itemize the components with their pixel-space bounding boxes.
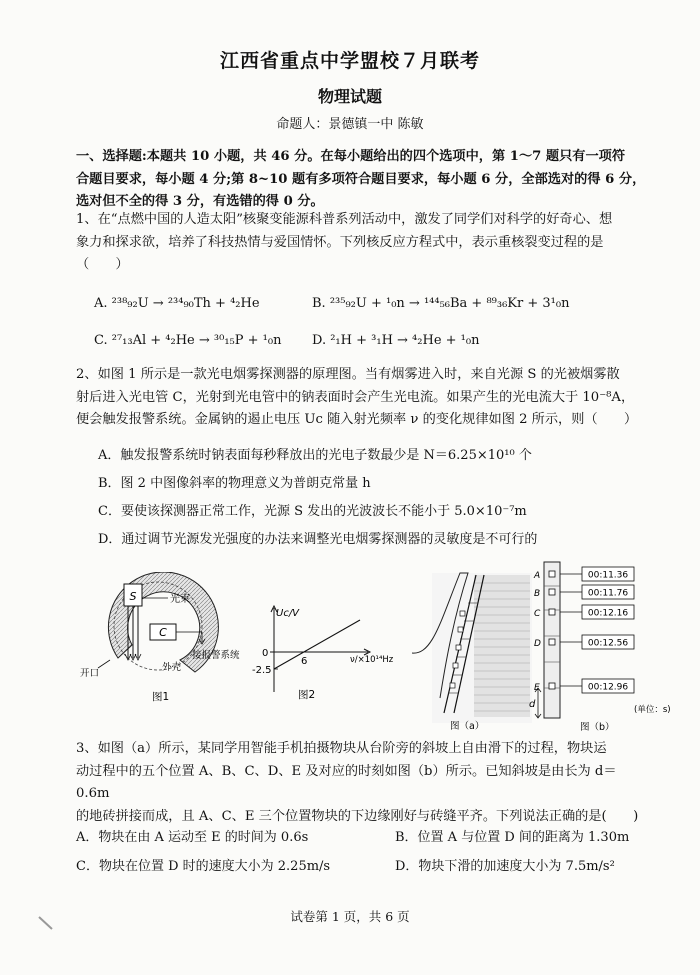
figure-a-stair-slope-photo (412, 563, 532, 738)
question-2-line: 2、如图 1 所示是一款光电烟雾探测器的原理图。当有烟雾进入时，来自光源 S 的光被烟雾散 (76, 367, 620, 382)
question-1-option-a[interactable]: A. ²³⁸₉₂U → ²³⁴₉₀Th + ⁴₂He (94, 296, 260, 311)
question-2-line: 射后进入光电管 C，光射到光电管中的钠表面时会产生光电流。如果产生的光电流大于 10⁻⁸A， (76, 389, 635, 405)
section1-intro (76, 146, 646, 214)
photocell-c-label: C (159, 626, 167, 639)
question-2-line: 便会触发报警系统。金属钠的遏止电压 Uc 随入射光频率 ν 的变化规律如图 2 所示，则（ ） (76, 412, 638, 427)
uc-frequency-line (274, 620, 360, 669)
figure-2-stopping-voltage-graph (250, 600, 410, 705)
exam-title: 江西省重点中学盟校７月联考 (219, 50, 480, 72)
question-1-line: 1、在“点燃中国的人造太阳”核聚变能源科普系列活动中，激发了同学们对科学的好奇心、想 (76, 212, 613, 227)
question-3-option-b[interactable]: B．位置 A 与位置 D 间的距离为 1.30m (395, 830, 630, 845)
fig2-x-tick-label: 6 (301, 656, 308, 667)
section1-intro-line: 一、选择题:本题共 10 小题，共 46 分。在每小题给出的四个选项中，第 1～7 题只有一项符 (76, 149, 626, 164)
figure-2-caption: 图2 (298, 689, 316, 701)
question-1-stem (76, 209, 646, 277)
fig2-y-tick-label: -2.5 (252, 665, 272, 676)
shell-label: 外壳 (162, 662, 182, 673)
question-3-line: 3、如图（a）所示，某同学用智能手机拍摄物块从台阶旁的斜坡上自由滑下的过程，物块运 (76, 741, 607, 756)
fig-b-position-label: D (534, 639, 541, 649)
page-footer: 试卷第 1 页，共 6 页 (290, 909, 410, 924)
fig2-x-axis-label: ν/×10¹⁴Hz (350, 655, 394, 665)
question-3-option-c[interactable]: C．物块在位置 D 时的速度大小为 2.25m/s (76, 859, 331, 874)
fig-b-block-marker (549, 639, 555, 645)
fig-b-block-marker (549, 571, 555, 577)
fig2-origin-label: 0 (262, 648, 269, 659)
fig-b-position-label: E (534, 683, 540, 693)
question-2-option-c[interactable]: C．要使该探测器正常工作，光源 S 发出的光波波长不能小于 5.0×10⁻⁷m (98, 504, 527, 519)
figure-b-timestamps (526, 560, 674, 738)
exam-subtitle: 物理试题 (317, 87, 382, 106)
section1-intro-line: 合题目要求，每小题 4 分;第 8~10 题有多项符合题目要求，每小题 6 分，全部选对的得 6 分， (76, 171, 646, 187)
opening-label: 开口 (80, 668, 100, 679)
fig-b-time-label: 00:11.36 (587, 570, 629, 581)
question-3-line: 的地砖拼接而成，且 A、C、E 三个位置物块的下边缘刚好与砖缝平齐。下列说法正确的是( ) (76, 808, 639, 824)
question-3-option-d[interactable]: D．物块下滑的加速度大小为 7.5m/s² (395, 859, 615, 874)
fig-b-d-label: d (529, 699, 536, 710)
fig-b-position-label: A (534, 571, 541, 581)
fig-b-block-marker (549, 609, 555, 615)
fig-b-position-label: C (534, 609, 541, 619)
figure-1-photoelectric-detector (80, 572, 250, 712)
question-2-stem (76, 364, 646, 432)
question-2-option-a[interactable]: A．触发报警系统时钠表面每秒释放出的光电子数最少是 N＝6.25×10¹⁰ 个 (98, 448, 532, 463)
question-3-stem (76, 738, 646, 828)
question-2-option-b[interactable]: B．图 2 中图像斜率的物理意义为普朗克常量 h (98, 476, 371, 491)
fig-b-time-label: 00:12.16 (587, 608, 629, 619)
question-2-option-d[interactable]: D．通过调节光源发光强度的办法来调整光电烟雾探测器的灵敏度是不可行的 (98, 532, 538, 547)
question-3-line: 动过程中的五个位置 A、B、C、D、E 及对应的时刻如图（b）所示。已知斜坡是由长为 d＝0.6m (76, 763, 617, 801)
fig2-y-axis-label: Uc/V (276, 608, 300, 619)
fig-b-time-label: 00:12.96 (587, 682, 629, 693)
fig-b-position-label: B (534, 589, 541, 599)
question-1-option-d[interactable]: D. ²₁H + ³₁H → ⁴₂He + ¹₀n (312, 333, 480, 348)
page-corner-mark-icon (38, 915, 54, 931)
fig-b-unit-label: (单位：s) (634, 705, 671, 715)
light-source-s-label: S (129, 590, 137, 603)
question-3-option-a[interactable]: A．物块在由 A 运动至 E 的时间为 0.6s (76, 830, 309, 845)
question-1-line: （ ） (76, 257, 129, 272)
fig-b-block-marker (549, 683, 555, 689)
fig-b-time-label: 00:12.56 (587, 638, 629, 649)
exam-author: 命题人：景德镇一中 陈敏 (276, 117, 424, 132)
figure-b-caption: 图（b） (580, 722, 615, 733)
figure-a-caption: 图（a） (450, 721, 485, 732)
section1-intro-line: 选对但不全的得 3 分，有选错的得 0 分。 (76, 194, 324, 209)
question-1-option-c[interactable]: C. ²⁷₁₃Al + ⁴₂He → ³⁰₁₅P + ¹₀n (94, 333, 282, 348)
fig-b-block-marker (549, 589, 555, 595)
figure-1-caption: 图1 (152, 691, 170, 703)
question-1-line: 象力和探求欲，培养了科技热情与爱国情怀。下列核反应方程式中，表示重核裂变过程的是 (76, 234, 604, 250)
alarm-label: 接报警系统 (192, 650, 240, 661)
beam-label: 光束 (170, 594, 190, 605)
question-1-option-b[interactable]: B. ²³⁵₉₂U + ¹₀n → ¹⁴⁴₅₆Ba + ⁸⁹₃₆Kr + 3¹₀n (312, 296, 570, 311)
fig-b-time-label: 00:11.76 (587, 588, 629, 599)
